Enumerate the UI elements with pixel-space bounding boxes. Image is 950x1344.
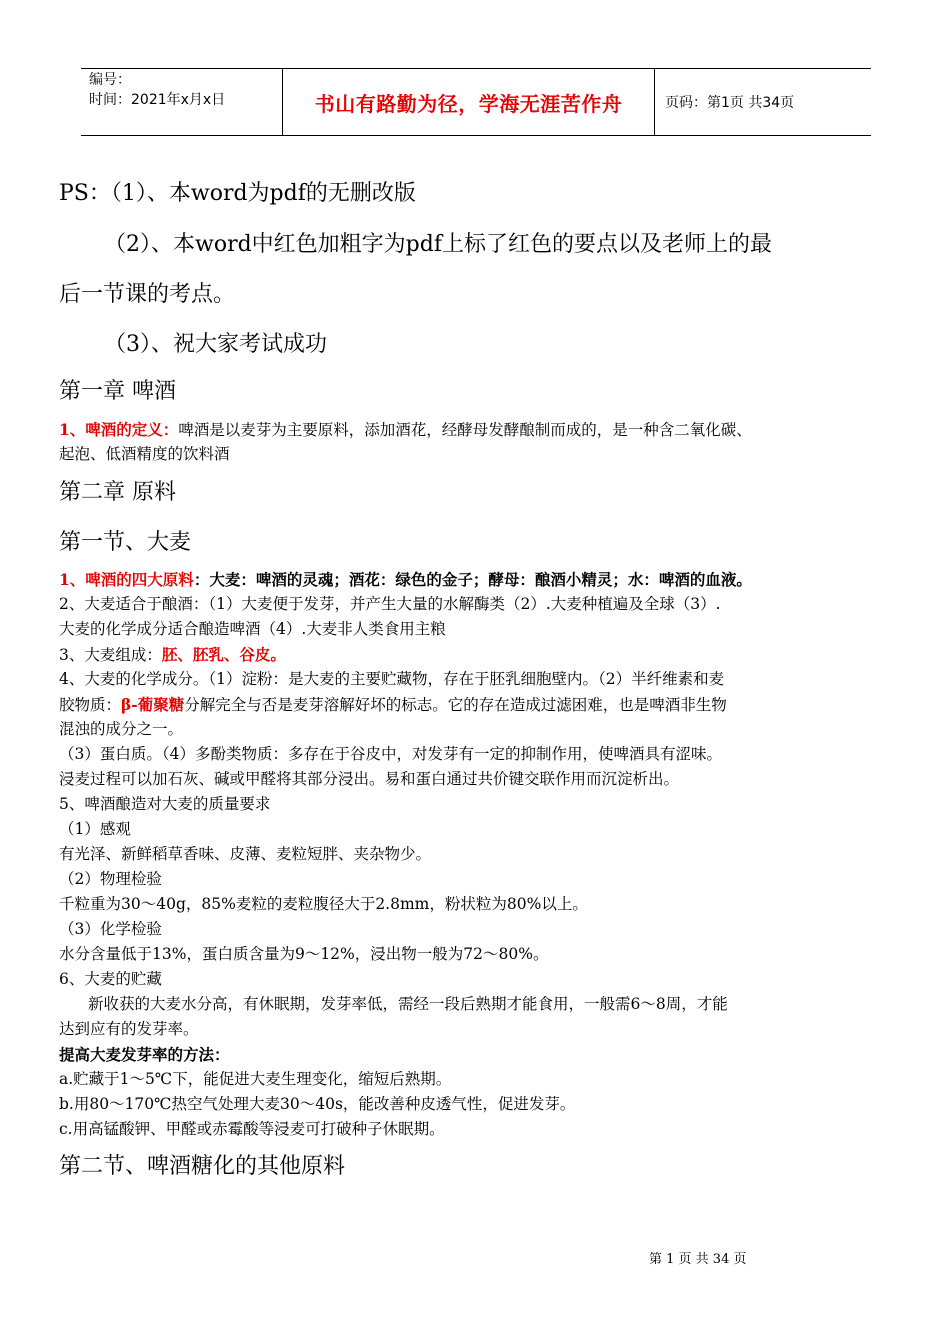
ps-line-3: （3）、祝大家考试成功: [104, 332, 327, 357]
item-5: 5、啤酒酿造对大麦的质量要求: [59, 795, 271, 813]
item-5-sub-1-text: 有光泽、新鲜稻草香味、皮薄、麦粒短胖、夹杂物少。: [59, 845, 432, 863]
item-3-red: 胚、胚乳、谷皮。: [161, 645, 286, 664]
item-4-line-2: [59, 692, 727, 718]
item-5-sub-1: （1）感观: [59, 820, 131, 838]
ps-line-2a: （2）、本word中红色加粗字为pdf上标了红色的要点以及老师上的最: [104, 232, 772, 257]
item-4-line-1: 4、大麦的化学成分。（1）淀粉：是大麦的主要贮藏物，存在于胚乳细胞壁内。（2）半纤维素和麦: [59, 670, 725, 688]
improve-title: 提高大麦发芽率的方法：: [59, 1045, 230, 1064]
time-label: 时间：2021年x月x日: [89, 92, 226, 108]
definition-text-1: 啤酒是以麦芽为主要原料，添加酒花，经酵母发酵酿制而成的，是一种含二氧化碳、: [178, 421, 752, 439]
page-label: 页码：第1页 共34页: [665, 95, 795, 111]
chapter-1-title: 第一章 啤酒: [59, 379, 176, 404]
beta-glucan: β-葡聚糖: [121, 695, 185, 714]
definition-label: 1、啤酒的定义：: [59, 420, 179, 439]
item-1-num: 1、: [59, 570, 86, 589]
item-5-sub-2: （2）物理检验: [59, 870, 162, 888]
item-5-sub-3-text: 水分含量低于13%，蛋白质含量为9～12%，浸出物一般为72～80%。: [59, 945, 549, 963]
item-5-sub-3: （3）化学检验: [59, 920, 162, 938]
header-motto-cell: [282, 69, 655, 135]
ps-line-2b: 后一节课的考点。: [59, 282, 236, 307]
header-page-cell: [655, 69, 871, 135]
item-4-line-3: 混浊的成分之一。: [59, 720, 184, 738]
header-meta: [81, 69, 282, 135]
ps-line-1: PS：（1）、本word为pdf的无删改版: [59, 181, 416, 206]
item-4-line-5: 浸麦过程可以加石灰、碱或甲醛将其部分浸出。易和蛋白通过共价键交联作用而沉淀析出。: [59, 770, 680, 788]
item-2-line-1: 2、大麦适合于酿酒：（1）大麦便于发芽，并产生大量的水解酶类（2）.大麦种植遍及全球（3）.: [59, 595, 721, 613]
item-6-text-1: 新收获的大麦水分高，有休眠期，发芽率低，需经一段后熟期才能食用，一般需6～8周，才能: [88, 995, 728, 1013]
item-1: [59, 567, 919, 593]
number-label: 编号：: [89, 72, 131, 88]
improve-a: a.贮藏于1～5℃下，能促进大麦生理变化，缩短后熟期。: [59, 1070, 452, 1088]
section-1-title: 第一节、大麦: [59, 530, 192, 555]
item-2-line-2: 大麦的化学成分适合酿造啤酒（4）.大麦非人类食用主粮: [59, 620, 446, 638]
improve-c: c.用高锰酸钾、甲醛或赤霉酸等浸麦可打破种子休眠期。: [59, 1120, 445, 1138]
item-6-text-2: 达到应有的发芽率。: [59, 1020, 199, 1038]
document-header: [81, 68, 871, 136]
item-5-sub-2-text: 千粒重为30～40g，85%麦粒的麦粒腹径大于2.8mm，粉状粒为80%以上。: [59, 895, 588, 913]
page-footer: 第 1 页 共 34 页: [649, 1252, 747, 1267]
item-4-line-2b: 分解完全与否是麦芽溶解好坏的标志。它的存在造成过滤困难，也是啤酒非生物: [184, 696, 727, 714]
item-4-line-2a: 胶物质：: [59, 696, 122, 714]
section-2-title: 第二节、啤酒糖化的其他原料: [59, 1154, 346, 1179]
item-3-text: 3、大麦组成：: [59, 646, 162, 664]
item-4-line-4: （3）蛋白质。（4）多酚类物质：多存在于谷皮中，对发芽有一定的抑制作用，使啤酒具有涩味。: [59, 745, 722, 763]
item-1-text: ：大麦：啤酒的灵魂；酒花：绿色的金子；酵母：酿酒小精灵；水：啤酒的血液。: [193, 570, 752, 589]
header-motto: 书山有路勤为径，学海无涯苦作舟: [314, 91, 623, 116]
item-6: 6、大麦的贮藏: [59, 970, 162, 988]
beer-definition: [59, 417, 909, 443]
definition-text-2: 起泡、低酒精度的饮料酒: [59, 445, 230, 463]
chapter-2-title: 第二章 原料: [59, 480, 176, 505]
improve-b: b.用80～170℃热空气处理大麦30～40s，能改善种皮透气性，促进发芽。: [59, 1095, 576, 1113]
item-1-label: 啤酒的四大原料: [85, 570, 194, 589]
item-3: [59, 642, 286, 668]
